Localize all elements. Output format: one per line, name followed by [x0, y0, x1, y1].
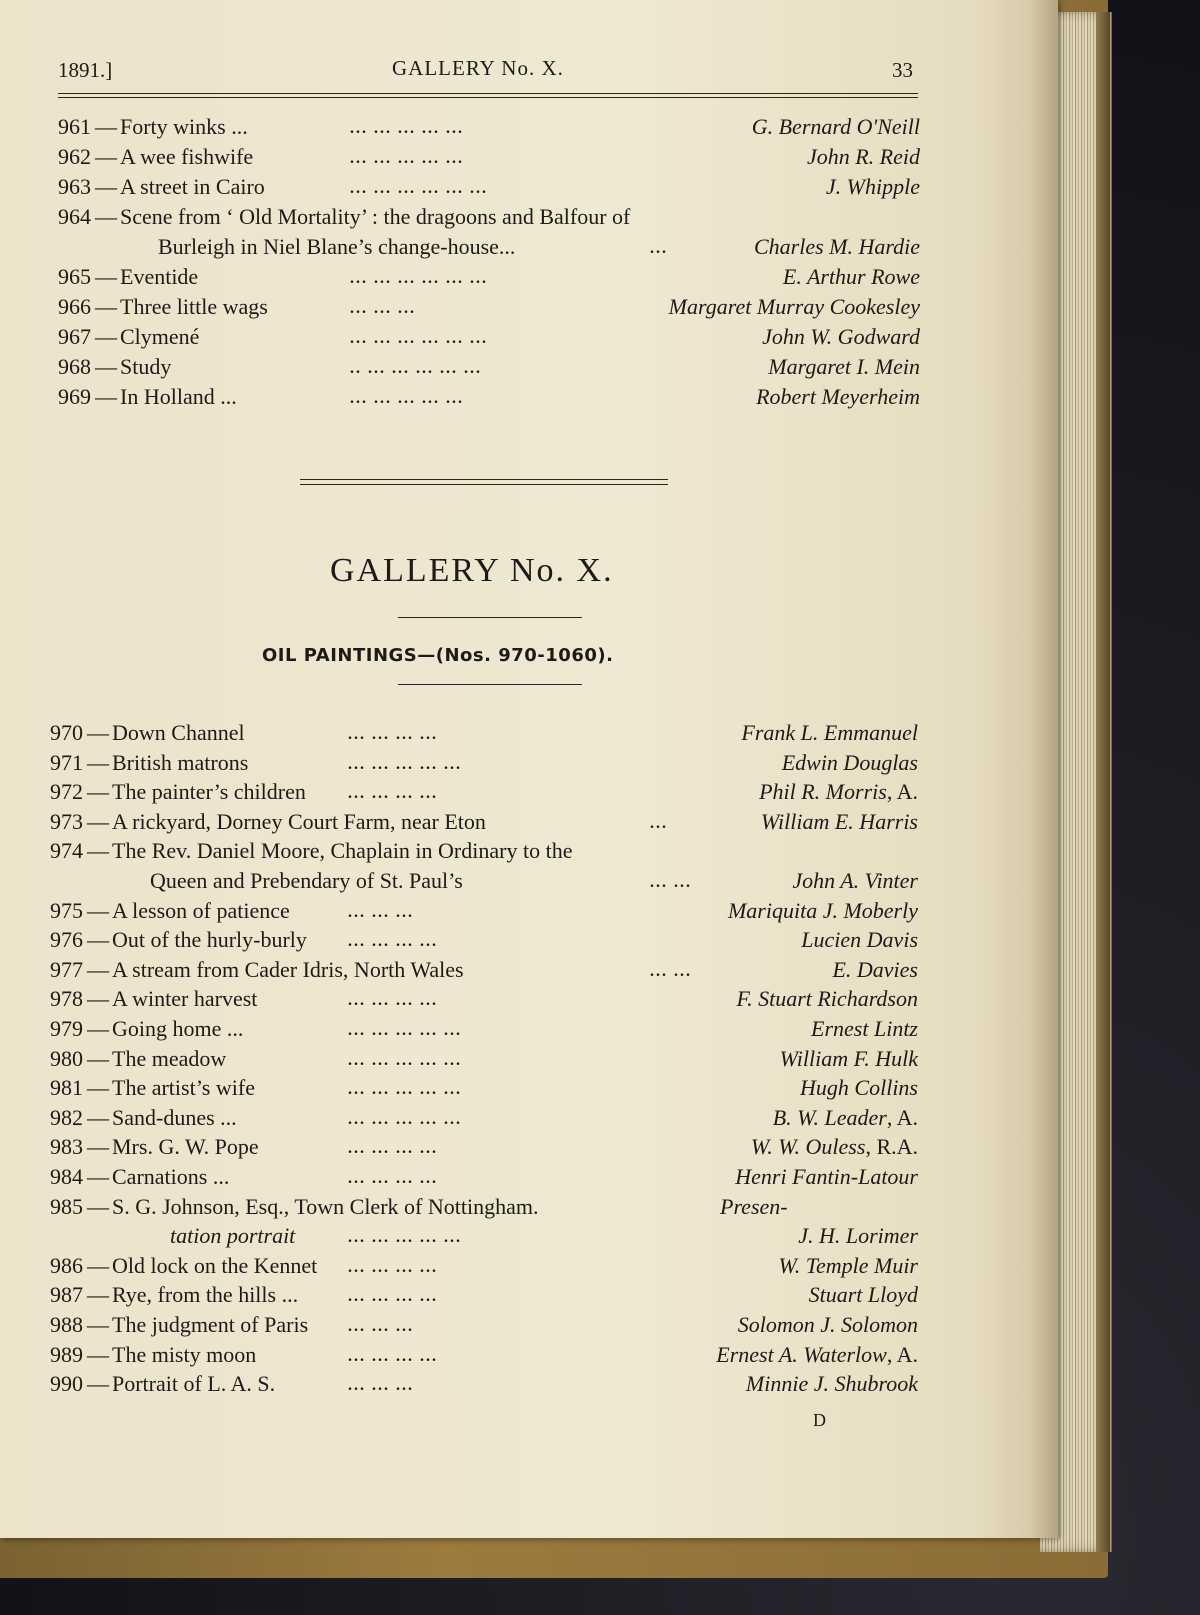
entry-title: Portrait of L. A. S. — [112, 1371, 276, 1397]
entry-number: 985 — [50, 1193, 83, 1219]
entry-number: 984 — [50, 1164, 83, 1189]
entry-artist-cell — [741, 720, 918, 746]
catalogue-entry-continued — [0, 234, 1058, 264]
leader-dots: ... ... ... ... ... — [350, 390, 464, 407]
entry-number: 978 — [50, 986, 83, 1012]
entry-title: British matrons — [112, 749, 249, 775]
catalogue-entry — [0, 1164, 1058, 1194]
entry-artist-cell — [761, 809, 918, 835]
cover-spine-edge — [1096, 12, 1110, 1552]
entry-title: S. G. Johnson, Esq., Town Clerk of Nottingham. — [112, 1193, 539, 1219]
entry-title: Scene from ‘ Old Mortality’ : the dragoons and Balfour of — [120, 204, 631, 229]
entry-title: Forty winks ... — [120, 114, 248, 139]
entry-artist-cell — [778, 1253, 918, 1279]
entry-artist-cell — [826, 174, 920, 200]
leader-dots: ... ... ... ... — [348, 933, 438, 951]
entry-artist: F. Stuart Richardson — [736, 986, 918, 1012]
entry-dash: — — [87, 779, 109, 805]
entry-dash: — — [95, 384, 117, 409]
entry-number: 961 — [58, 114, 91, 139]
entry-number: 976 — [50, 927, 83, 953]
entry-number: 966 — [58, 294, 91, 319]
entry-honour: , A. — [886, 1104, 918, 1130]
header-rule — [58, 93, 918, 94]
entry-number: 981 — [50, 1075, 83, 1101]
leader-dots: ... ... ... ... ... — [348, 1022, 462, 1039]
entry-number: 982 — [50, 1104, 83, 1130]
entry-dash: — — [87, 1282, 109, 1308]
header-rule-2 — [58, 97, 918, 98]
entry-dash: — — [87, 927, 109, 953]
leader-dots: ... — [650, 240, 668, 257]
entry-artist-cell — [759, 779, 918, 805]
entry-dash: — — [87, 1164, 109, 1189]
entry-honour: , A. — [886, 1341, 918, 1367]
entry-title: A stream from Cader Idris, North Wales — [112, 956, 464, 982]
entry-title-continued: Burleigh in Niel Blane’s change-house... — [158, 234, 516, 259]
leader-dots: ... ... ... ... ... ... — [350, 270, 488, 287]
entry-artist: Stuart Lloyd — [808, 1282, 918, 1308]
leader-dots: ... ... — [650, 962, 692, 980]
leader-dots: ... ... ... ... ... — [348, 1110, 462, 1128]
entry-number: 968 — [58, 354, 91, 379]
catalogue-entry — [0, 294, 1058, 324]
subtitle-rule — [398, 684, 582, 685]
entry-number: 969 — [58, 384, 91, 409]
entry-artist-cell — [832, 957, 918, 983]
header-year: 1891.] — [58, 58, 113, 82]
entry-title: The judgment of Paris — [112, 1312, 309, 1337]
entry-artist-cell — [801, 927, 918, 953]
entry-title: In Holland ... — [120, 384, 237, 409]
entry-title: A rickyard, Dorney Court Farm, near Eton — [112, 808, 486, 834]
header-title: GALLERY No. X. — [392, 56, 564, 80]
section-divider-2 — [300, 484, 668, 485]
leader-dots: ... ... ... — [348, 1318, 414, 1335]
entry-number: 975 — [50, 897, 83, 923]
entry-artist: John W. Godward — [762, 324, 920, 349]
entry-number: 964 — [58, 204, 91, 229]
entry-artist-cell — [746, 1371, 918, 1397]
catalogue-entry — [0, 838, 1058, 868]
leader-dots: ... ... ... — [348, 903, 414, 921]
entry-number: 988 — [50, 1312, 83, 1337]
entry-artist: Hugh Collins — [800, 1075, 918, 1101]
entry-number: 979 — [50, 1016, 83, 1041]
leader-dots: ... ... ... ... — [348, 726, 438, 743]
entry-artist: Robert Meyerheim — [756, 384, 920, 409]
entry-artist: G. Bernard O'Neill — [751, 114, 920, 139]
catalogue-entry — [0, 114, 1058, 144]
leader-dots: ... ... ... ... — [348, 1347, 438, 1365]
entry-artist: Ernest A. Waterlow — [716, 1341, 887, 1367]
entry-dash: — — [87, 1075, 109, 1101]
entry-artist: E. Arthur Rowe — [782, 264, 920, 289]
catalogue-entry — [0, 957, 1058, 987]
catalogue-entry — [0, 809, 1058, 839]
entry-title: Rye, from the hills ... — [112, 1282, 299, 1308]
entry-number: 989 — [50, 1341, 83, 1367]
entry-artist-cell — [809, 1282, 918, 1308]
entry-artist-cell — [800, 1075, 918, 1101]
entry-artist-cell — [669, 294, 920, 320]
catalogue-entry — [0, 750, 1058, 780]
entry-dash: — — [87, 1104, 109, 1130]
entry-artist: Henri Fantin-Latour — [735, 1164, 918, 1189]
leader-dots: ... ... ... ... — [348, 1288, 438, 1306]
catalogue-entry — [0, 1194, 1058, 1224]
entry-artist-cell — [736, 986, 918, 1012]
leader-dots: ... ... ... ... ... ... — [350, 180, 488, 197]
entry-number: 974 — [50, 838, 83, 864]
entry-artist: Phil R. Morris — [759, 779, 887, 805]
entry-artist: B. W. Leader — [772, 1104, 887, 1130]
leader-dots: ... ... — [650, 874, 692, 891]
entry-artist: William E. Harris — [760, 808, 918, 834]
entry-title: A winter harvest — [112, 986, 258, 1012]
catalogue-entry — [0, 1312, 1058, 1342]
section-divider — [300, 479, 668, 480]
entry-artist-cell — [782, 750, 918, 776]
signature-mark: D — [813, 1410, 826, 1430]
entry-artist: W. Temple Muir — [778, 1252, 918, 1278]
catalogue-entry — [0, 1075, 1058, 1105]
catalogue-entry — [0, 324, 1058, 354]
entry-title: Mrs. G. W. Pope — [112, 1134, 259, 1160]
catalogue-entry — [0, 1282, 1058, 1312]
catalogue-entry — [0, 384, 1058, 414]
entry-title: Old lock on the Kennet — [112, 1252, 318, 1278]
entry-dash: — — [95, 174, 117, 199]
entry-artist-cell — [754, 234, 920, 260]
entry-artist: J. H. Lorimer — [798, 1223, 918, 1249]
entry-artist-cell — [811, 1016, 918, 1042]
entry-dash: — — [95, 294, 117, 319]
entry-title-continued: Queen and Prebendary of St. Paul’s — [150, 868, 463, 893]
catalogue-entry — [0, 144, 1058, 174]
entry-dash: — — [87, 1252, 109, 1278]
leader-dots: ... ... ... ... ... — [348, 1081, 462, 1099]
leader-dots: ... — [650, 814, 668, 832]
entry-artist-cell — [728, 898, 918, 924]
entry-title: Going home ... — [112, 1016, 244, 1041]
entry-number: 963 — [58, 174, 91, 199]
leader-dots: ... ... ... ... — [348, 1170, 438, 1187]
entry-dash: — — [87, 1134, 109, 1160]
entry-dash: — — [95, 114, 117, 139]
catalogue-entry — [0, 927, 1058, 957]
entry-artist-cell — [716, 1342, 918, 1368]
entry-artist: Margaret I. Mein — [768, 354, 920, 379]
catalogue-entry — [0, 1016, 1058, 1046]
gallery-subtitle: OIL PAINTINGS—(Nos. 970-1060). — [262, 645, 614, 666]
entry-number: 983 — [50, 1134, 83, 1160]
entry-artist-cell — [756, 384, 920, 410]
entry-title: The painter’s children — [112, 779, 306, 805]
entry-artist-cell — [798, 1223, 918, 1249]
leader-dots: ... ... ... ... ... — [350, 120, 464, 137]
entry-artist-cell — [751, 1134, 918, 1160]
entry-dash: — — [87, 956, 109, 982]
entry-dash: — — [87, 1045, 109, 1071]
entry-number: 970 — [50, 720, 83, 745]
catalogue-entry — [0, 898, 1058, 928]
entry-dash: — — [87, 808, 109, 834]
entry-title: A street in Cairo — [120, 174, 265, 199]
entry-dash: — — [95, 354, 117, 379]
entry-artist: Lucien Davis — [801, 927, 918, 953]
entry-artist: Solomon J. Solomon — [737, 1312, 918, 1337]
catalogue-entry — [0, 264, 1058, 294]
entry-title: Carnations ... — [112, 1164, 230, 1189]
entry-dash: — — [87, 749, 109, 775]
entry-number: 971 — [50, 749, 83, 775]
leader-dots: ... ... ... ... — [348, 1258, 438, 1276]
title-rule — [398, 617, 582, 618]
entry-dash: — — [87, 1312, 109, 1337]
entry-dash: — — [87, 838, 109, 864]
catalogue-entry — [0, 720, 1058, 750]
entry-title: Eventide — [120, 264, 199, 289]
leader-dots: ... ... ... ... ... — [348, 1051, 462, 1069]
entry-artist: Charles M. Hardie — [753, 234, 920, 259]
entry-honour: , A. — [886, 779, 918, 805]
entry-artist-cell — [768, 354, 920, 380]
entry-artist: Margaret Murray Cookesley — [668, 294, 920, 319]
entry-artist-cell — [735, 1164, 918, 1190]
leader-dots: ... ... ... ... ... ... — [350, 330, 488, 347]
entry-title: The Rev. Daniel Moore, Chaplain in Ordinary to the — [112, 838, 573, 864]
leader-dots: ... ... ... ... ... — [348, 755, 462, 773]
entry-number: 972 — [50, 779, 83, 805]
entry-artist-cell — [807, 144, 920, 170]
entry-dash: — — [95, 264, 117, 289]
entry-number: 977 — [50, 956, 83, 982]
entry-artist: Frank L. Emmanuel — [741, 720, 918, 745]
catalogue-entry-continued — [0, 1223, 1058, 1253]
catalogue-entry-continued — [0, 868, 1058, 898]
entry-title: Clymené — [120, 324, 200, 349]
leader-dots: ... ... ... ... ... — [350, 150, 464, 167]
entry-title: Down Channel — [112, 720, 245, 745]
leader-dots: ... ... ... ... — [348, 992, 438, 1010]
entry-artist-cell — [773, 1105, 918, 1131]
entry-artist-cell — [752, 114, 920, 140]
entry-title: Out of the hurly-burly — [112, 927, 307, 953]
leader-dots: ... ... ... — [348, 1377, 414, 1395]
entry-number: 990 — [50, 1371, 83, 1397]
catalogue-entry — [0, 354, 1058, 384]
entry-artist-cell — [780, 1046, 918, 1072]
entry-number: 980 — [50, 1045, 83, 1071]
catalogue-entry — [0, 1105, 1058, 1135]
entry-title-continued: tation portrait — [170, 1223, 296, 1249]
entry-artist: Edwin Douglas — [781, 749, 918, 775]
entry-title: Sand-dunes ... — [112, 1104, 237, 1130]
entry-artist: Mariquita J. Moberly — [727, 897, 918, 923]
entry-dash: — — [87, 986, 109, 1012]
entry-artist-cell — [783, 264, 920, 290]
entry-number: 967 — [58, 324, 91, 349]
entry-title: Study — [120, 354, 172, 379]
entry-title: A wee fishwife — [120, 144, 254, 169]
entry-artist: W. W. Ouless — [750, 1134, 866, 1160]
catalogue-entry — [0, 174, 1058, 204]
entry-dash: — — [87, 897, 109, 923]
catalogue-entry — [0, 779, 1058, 809]
entry-dash: — — [87, 1341, 109, 1367]
entry-artist-cell — [792, 868, 918, 894]
catalogue-entry — [0, 1371, 1058, 1401]
entry-artist: Minnie J. Shubrook — [745, 1371, 918, 1397]
leader-dots: ... ... ... ... ... — [348, 1229, 462, 1247]
entry-dash: — — [87, 720, 109, 745]
entry-artist-cell — [762, 324, 920, 350]
entry-number: 973 — [50, 808, 83, 834]
leader-dots: ... ... ... — [350, 300, 416, 317]
entry-number: 986 — [50, 1252, 83, 1278]
entry-title: The meadow — [112, 1045, 227, 1071]
leader-dots: .. ... ... ... ... ... — [350, 360, 482, 377]
entry-number: 965 — [58, 264, 91, 289]
entry-dash: — — [95, 144, 117, 169]
header-page-number: 33 — [892, 58, 913, 82]
catalogue-entry — [0, 204, 1058, 234]
catalogue-entry — [0, 1134, 1058, 1164]
entry-number: 962 — [58, 144, 91, 169]
leader-dots: ... ... ... ... — [348, 1140, 438, 1158]
entry-title-italic: Presen- — [720, 1193, 788, 1219]
entry-artist: John A. Vinter — [792, 868, 918, 893]
entry-artist-cell — [738, 1312, 918, 1338]
leader-dots: ... ... ... ... — [348, 785, 438, 803]
entry-number: 987 — [50, 1282, 83, 1308]
entry-title: The artist’s wife — [112, 1075, 255, 1101]
entry-artist: Ernest Lintz — [811, 1016, 918, 1041]
entry-artist: John R. Reid — [806, 144, 920, 169]
entry-artist: William F. Hulk — [779, 1045, 918, 1071]
entry-artist: J. Whipple — [825, 174, 920, 199]
entry-title: Three little wags — [120, 294, 268, 319]
catalogue-entry — [0, 1342, 1058, 1372]
entry-dash: — — [95, 204, 117, 229]
gallery-title: GALLERY No. X. — [330, 552, 614, 589]
catalogue-entry — [0, 1046, 1058, 1076]
catalogue-entry — [0, 986, 1058, 1016]
catalogue-entry — [0, 1253, 1058, 1283]
entry-title: A lesson of patience — [112, 897, 290, 923]
entry-dash: — — [87, 1016, 109, 1041]
entry-title: The misty moon — [112, 1341, 257, 1367]
entry-dash: — — [87, 1193, 109, 1219]
entry-dash: — — [87, 1371, 109, 1397]
entry-dash: — — [95, 324, 117, 349]
entry-honour: , R.A. — [865, 1134, 918, 1160]
entry-artist: E. Davies — [832, 956, 918, 982]
